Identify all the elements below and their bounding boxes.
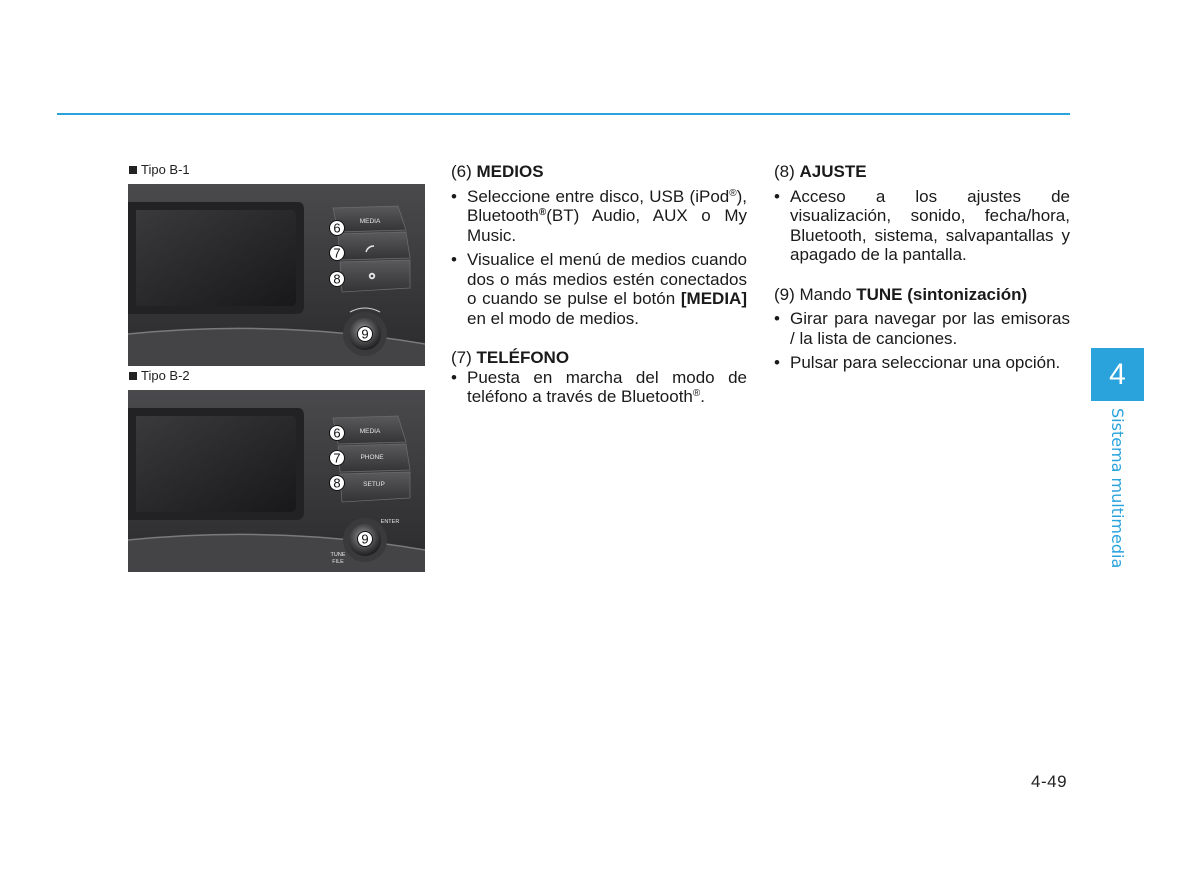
header-rule [57, 113, 1070, 115]
figure-head-unit-b2 [128, 390, 425, 572]
button-setup-label: SETUP [363, 481, 385, 488]
heading-medios: (6) MEDIOS [451, 162, 544, 181]
page-number: 4-49 [1031, 772, 1068, 791]
chapter-title: Sistema multimedia [1108, 408, 1127, 569]
callout-7: 7 [333, 245, 341, 261]
figure-caption-b2: Tipo B-2 [129, 368, 190, 383]
knob-enter-label: ENTER [380, 519, 400, 525]
button-media-label: MEDIA [359, 428, 381, 435]
head-unit-illustration-b1 [128, 184, 425, 366]
gear-icon [369, 273, 375, 279]
callout-7: 7 [333, 450, 341, 466]
bullet-tune-rotate: • Girar para navegar por las emisoras / la lista de canciones. [774, 309, 1070, 348]
bullet-medios-select: • Seleccione entre disco, USB (iPod®), Bluetooth®(BT) Audio, AUX o My Music. [451, 187, 747, 246]
knob-tune-label: TUNE [330, 552, 346, 558]
heading-ajuste: (8) AJUSTE [774, 162, 867, 181]
bullet-tune-press: • Pulsar para seleccionar una opción. [774, 353, 1070, 373]
callout-6: 6 [333, 220, 341, 236]
button-phone-label: PHONE [360, 454, 384, 461]
callout-8: 8 [333, 271, 341, 287]
bullet-ajuste: • Acceso a los ajustes de visualización, sonido, fecha/hora, Bluetooth, sistema, salvapantallas y apagado de la pantalla. [774, 187, 1070, 265]
chapter-number-tab: 4 [1091, 348, 1144, 401]
head-unit-illustration-b2 [128, 390, 425, 572]
figure-caption-b1: Tipo B-1 [129, 162, 190, 177]
callout-6: 6 [333, 425, 341, 441]
callout-9: 9 [361, 531, 369, 547]
callout-9: 9 [361, 326, 369, 342]
caption-square-icon [129, 372, 137, 380]
heading-telefono: (7) TELÉFONO [451, 348, 570, 367]
knob-file-label: FILE [332, 559, 344, 565]
caption-square-icon [129, 166, 137, 174]
button-media-label: MEDIA [359, 218, 381, 225]
heading-tune: (9) Mando TUNE (sintonización) [774, 284, 1028, 304]
bullet-telefono: • Puesta en marcha del modo de teléfono a través de Bluetooth®. [451, 368, 747, 407]
figure-head-unit-b1 [128, 184, 425, 366]
middle-column [451, 162, 747, 407]
callout-8: 8 [333, 475, 341, 491]
bullet-medios-menu: • Visualice el menú de medios cuando dos o más medios estén conectados o cuando se pulse el botón [MEDIA] en el modo de medios. [451, 250, 747, 328]
right-column [774, 162, 1070, 373]
